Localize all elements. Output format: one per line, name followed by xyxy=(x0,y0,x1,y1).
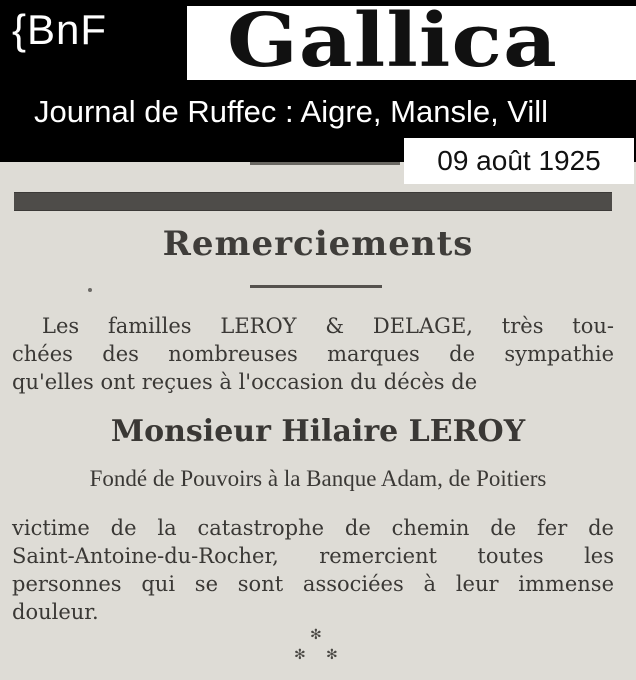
heading-underline xyxy=(250,285,382,288)
top-rule-fragment xyxy=(250,162,400,165)
text-line: Saint-Antoine-du-Rocher, remercient toutes les xyxy=(12,544,614,568)
closing-ornament xyxy=(292,628,342,668)
asterism-star-left: ✻ xyxy=(294,647,306,663)
gallica-logo-box[interactable] xyxy=(187,6,636,80)
journal-title: Journal de Ruffec : Aigre, Mansle, Vill xyxy=(34,94,549,129)
text-line: douleur. xyxy=(12,600,99,624)
issue-date: 09 août 1925 xyxy=(437,145,601,176)
text-line: qu'elles ont reçues à l'occasion du décès de xyxy=(12,370,478,394)
text-line: victime de la catastrophe de chemin de fer de xyxy=(12,516,614,540)
section-divider-rule xyxy=(14,192,612,211)
deceased-position: Fondé de Pouvoirs à la Banque Adam, de Poitiers xyxy=(89,466,547,491)
text-line: Les familles LEROY & DELAGE, très tou- xyxy=(42,314,614,338)
issue-date-box xyxy=(404,138,634,184)
newspaper-scan xyxy=(0,162,636,680)
deceased-name: Monsieur Hilaire LEROY xyxy=(110,414,526,449)
bnf-logo[interactable]: {BnF xyxy=(12,6,108,53)
asterism-star-right: ✻ xyxy=(326,647,338,663)
print-speck xyxy=(88,288,92,292)
text-line: personnes qui se sont associées à leur immense xyxy=(12,572,614,596)
paragraph-victim xyxy=(12,514,614,626)
article-heading: Remerciements xyxy=(162,224,474,264)
gallica-logo: Gallica xyxy=(227,6,558,80)
paragraph-families xyxy=(12,312,614,396)
asterism-star-top: ✻ xyxy=(310,627,322,643)
text-line: chées des nombreuses marques de sympathie xyxy=(12,342,614,366)
